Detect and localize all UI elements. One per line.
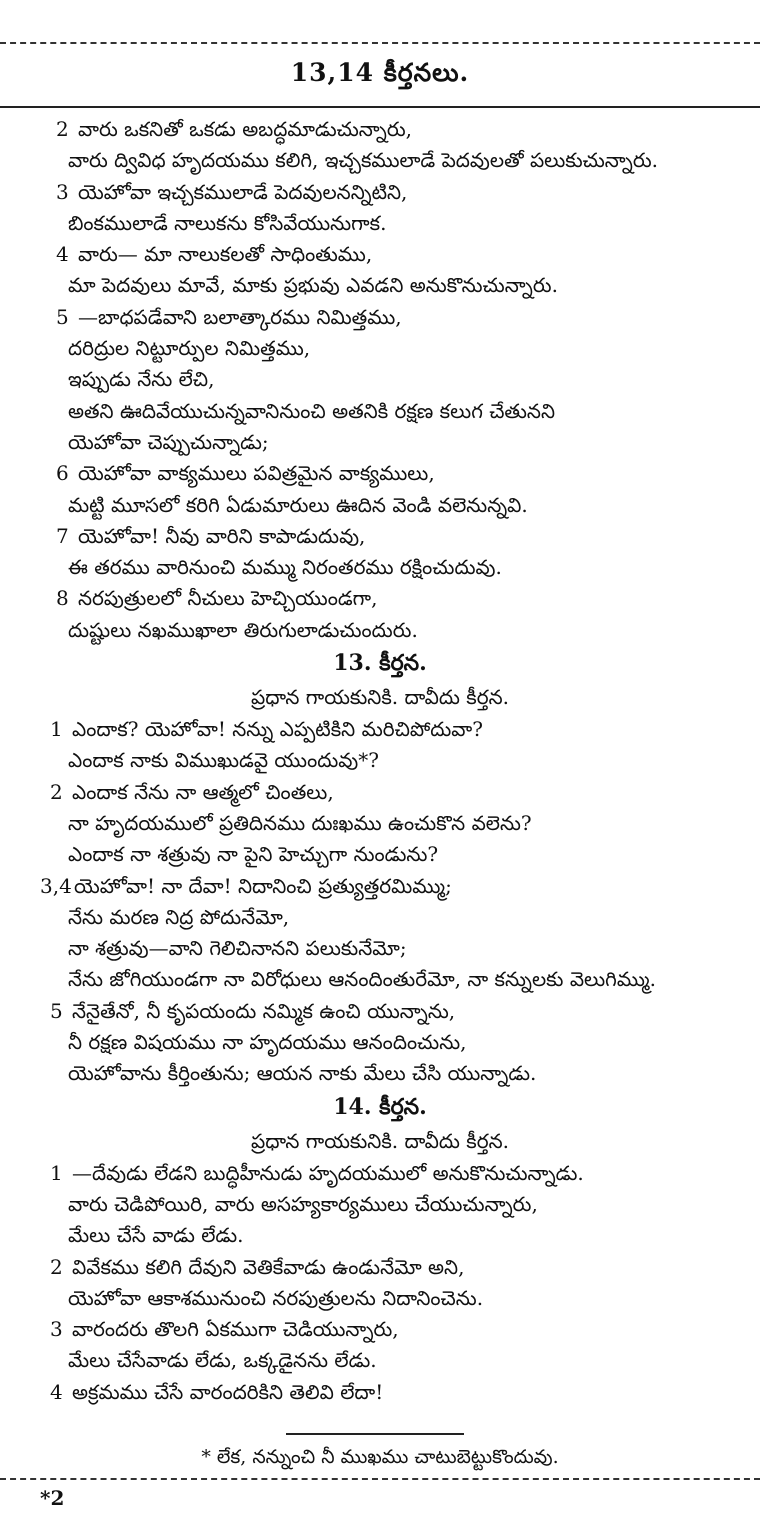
- verse-line: [0, 521, 760, 552]
- verse-text: —దేవుడు లేడని బుద్ధిహీనుడు హృదయములో అనుకొనుచున్నాడు.: [72, 1160, 584, 1185]
- verse-line: [0, 239, 760, 270]
- verse-text: నా హృదయములో ప్రతిదినము దుఃఖము ఉంచుకొన వలెను?: [68, 810, 532, 835]
- page-body: [0, 114, 760, 1408]
- top-rule: [0, 42, 760, 44]
- verse-line: [0, 458, 760, 489]
- verse-text: మేలు చేసేవాడు లేడు, ఒక్కడైనను లేడు.: [68, 1348, 377, 1373]
- verse-text: యెహోవా! నా దేవా! నిదానించి ప్రత్యుత్తరమిమ్ము;: [74, 873, 452, 898]
- verse-line: [0, 1283, 760, 1314]
- footnote: * లేక, నన్నుంచి నీ ముఖము చాటుబెట్టుకొందువు.: [201, 1446, 559, 1468]
- verse-text: వారు— మా నాలుకలతో సాధింతుము,: [78, 242, 373, 267]
- verse: [0, 1314, 760, 1377]
- verse-line: [0, 302, 760, 333]
- verse: [0, 239, 760, 302]
- verse-line: [0, 333, 760, 364]
- verse-number: 3: [56, 179, 69, 204]
- verse: [0, 114, 760, 177]
- psalm-13-heading: 13. కీర్తన.: [333, 650, 427, 677]
- verse-text: ఎందాక నాకు విముఖుడవై యుందువు*?: [68, 748, 379, 773]
- psalm-13: [0, 646, 760, 1090]
- verse-text: యెహోవా ఆకాశమునుంచి నరపుత్రులను నిదానించెను.: [68, 1285, 484, 1310]
- verse-text: వారు ద్వివిధ హృదయము కలిగి, ఇచ్చకములాడే పెదవులతో పలుకుచున్నారు.: [68, 148, 658, 173]
- verse-number: 2: [50, 779, 63, 804]
- verse: [0, 521, 760, 584]
- verse-text: ఎందాక నేను నా ఆత్మలో చింతలు,: [72, 779, 334, 804]
- verse-text: నేను మరణ నిద్ర పోదునేమో,: [68, 904, 290, 929]
- verse-line: [0, 1058, 760, 1089]
- verse: [0, 777, 760, 871]
- verse-line: [0, 1377, 760, 1408]
- psalm-14: [0, 1090, 760, 1408]
- verse-line: [0, 145, 760, 176]
- verse-line: [0, 777, 760, 808]
- verse-line: [0, 871, 760, 902]
- verse-text: నీ రక్షణ విషయము నా హృదయము ఆనందించును,: [68, 1030, 467, 1055]
- verse-number: 3: [50, 1317, 63, 1342]
- verse-number: 8: [56, 586, 69, 611]
- verse-number: 6: [56, 461, 69, 486]
- verse-text: ఎందాక? యెహోవా! నన్ను ఎప్పటికిని మరిచిపోదువా?: [72, 717, 483, 742]
- verse-line: [0, 745, 760, 776]
- verse-text: యెహోవాను కీర్తింతును; ఆయన నాకు మేలు చేసి యున్నాడు.: [68, 1061, 537, 1086]
- verse-text: యెహోవా ఇచ్చకములాడే పెదవులనన్నిటిని,: [78, 179, 408, 204]
- verse-line: [0, 1158, 760, 1189]
- psalm-12-continuation: [0, 114, 760, 646]
- header-rule: [0, 106, 760, 108]
- verse-line: [0, 270, 760, 301]
- verse: [0, 583, 760, 646]
- verse-number: 1: [50, 1160, 63, 1185]
- verse-text: వారు ఒకనితో ఒకడు అబద్ధమాడుచున్నారు,: [78, 117, 412, 141]
- verse-number: 2: [50, 1254, 63, 1279]
- verse-text: వారందరు తొలగి ఏకముగా చెడియున్నారు,: [72, 1317, 399, 1342]
- verse-line: [0, 1345, 760, 1376]
- verse-line: [0, 208, 760, 239]
- verse: [0, 177, 760, 240]
- psalm-13-subtitle: ప్రధాన గాయకునికి. దావీదు కీర్తన.: [251, 685, 509, 710]
- verse: [0, 302, 760, 458]
- verse-text: యెహోవా చెప్పుచున్నాడు;: [68, 429, 269, 454]
- verse-line: [0, 552, 760, 583]
- verse-line: [0, 1252, 760, 1283]
- verse-text: మేలు చేసే వాడు లేడు.: [68, 1223, 244, 1248]
- verse-line: [0, 1314, 760, 1345]
- verse-line: [0, 114, 760, 145]
- verse-text: మట్టి మూసలో కరిగి ఏడుమారులు ఊదిన వెండి వలెనున్నవి.: [68, 492, 528, 517]
- verse-line: [0, 177, 760, 208]
- verse: [0, 1377, 760, 1408]
- verse-text: యెహోవా వాక్యములు పవిత్రమైన వాక్యములు,: [78, 461, 435, 486]
- verse-line: [0, 583, 760, 614]
- verse: [0, 714, 760, 777]
- verse-text: ఎందాక నా శత్రువు నా పైని హెచ్చుగా నుండును?: [68, 842, 439, 867]
- verse-text: బింకములాడే నాలుకను కోసివేయునుగాక.: [68, 210, 387, 235]
- bottom-rule: [0, 1478, 760, 1480]
- verse-line: [0, 1027, 760, 1058]
- verse-line: [0, 1189, 760, 1220]
- verse-text: వారు చెడిపోయిరి, వారు అసహ్యకార్యములు చేయుచున్నారు,: [68, 1191, 538, 1216]
- verse-line: [0, 427, 760, 458]
- verse-line: [0, 996, 760, 1027]
- verse-text: వివేకము కలిగి దేవుని వెతికేవాడు ఉండునేమో అని,: [72, 1254, 465, 1279]
- verse: [0, 1158, 760, 1252]
- verse-line: [0, 933, 760, 964]
- verse-text: మా పెదవులు మావే, మాకు ప్రభువు ఎవడని అనుకొనుచున్నారు.: [68, 273, 558, 298]
- verse-text: అక్రమము చేసే వారందరికిని తెలివి లేదా!: [72, 1379, 384, 1404]
- verse-number: 5: [50, 998, 63, 1023]
- verse-text: అతని ఊదివేయుచున్నవానినుంచి అతనికి రక్షణ కలుగ చేతునని: [68, 398, 555, 423]
- verse-line: [0, 714, 760, 745]
- verse-text: నేను జోగియుండగా నా విరోధులు ఆనందింతురేమో, నా కన్నులకు వెలుగిమ్ము.: [68, 967, 656, 992]
- verse-line: [0, 364, 760, 395]
- verse: [0, 871, 760, 996]
- verse-line: [0, 1220, 760, 1251]
- verse-text: యెహోవా! నీవు వారిని కాపాడుదువు,: [78, 523, 366, 548]
- psalm-14-heading: 14. కీర్తన.: [333, 1093, 427, 1120]
- verse-line: [0, 964, 760, 995]
- verse: [0, 458, 760, 521]
- verse: [0, 1252, 760, 1315]
- verse-number: 7: [56, 523, 69, 548]
- verse-number: 4: [56, 242, 69, 267]
- footnote-rule: [286, 1433, 464, 1435]
- verse-text: దుష్టులు నఖముఖాలా తిరుగులాడుచుందురు.: [68, 617, 418, 642]
- signature-mark: *2: [40, 1486, 65, 1510]
- page-title: 13,14 కీర్తనలు.: [290, 58, 470, 87]
- psalm-14-subtitle: ప్రధాన గాయకునికి. దావీదు కీర్తన.: [251, 1128, 509, 1153]
- verse-number: 3,4: [40, 873, 72, 898]
- verse-text: నేనైతేనో, నీ కృపయందు నమ్మిక ఉంచి యున్నాను,: [72, 998, 456, 1023]
- verse-text: నా శత్రువు—వాని గెలిచినానని పలుకునేమో;: [68, 936, 407, 961]
- verse-text: ఇప్పుడు నేను లేచి,: [68, 367, 215, 392]
- verse-line: [0, 615, 760, 646]
- verse-number: 4: [50, 1379, 63, 1404]
- verse-line: [0, 902, 760, 933]
- verse-text: నరపుత్రులలో నీచులు హెచ్చియుండగా,: [78, 586, 378, 611]
- verse-number: 1: [50, 717, 63, 742]
- verse-line: [0, 490, 760, 521]
- verse-line: [0, 808, 760, 839]
- verse-number: 2: [56, 117, 69, 141]
- verse-text: దరిద్రుల నిట్టూర్పుల నిమిత్తము,: [68, 336, 311, 361]
- verse-text: ఈ తరము వారినుంచి మమ్ము నిరంతరము రక్షించుదువు.: [68, 555, 502, 580]
- verse-line: [0, 396, 760, 427]
- verse-number: 5: [56, 304, 69, 329]
- verse-text: —బాధపడేవాని బలాత్కారము నిమిత్తము,: [78, 304, 402, 329]
- verse-line: [0, 839, 760, 870]
- verse: [0, 996, 760, 1090]
